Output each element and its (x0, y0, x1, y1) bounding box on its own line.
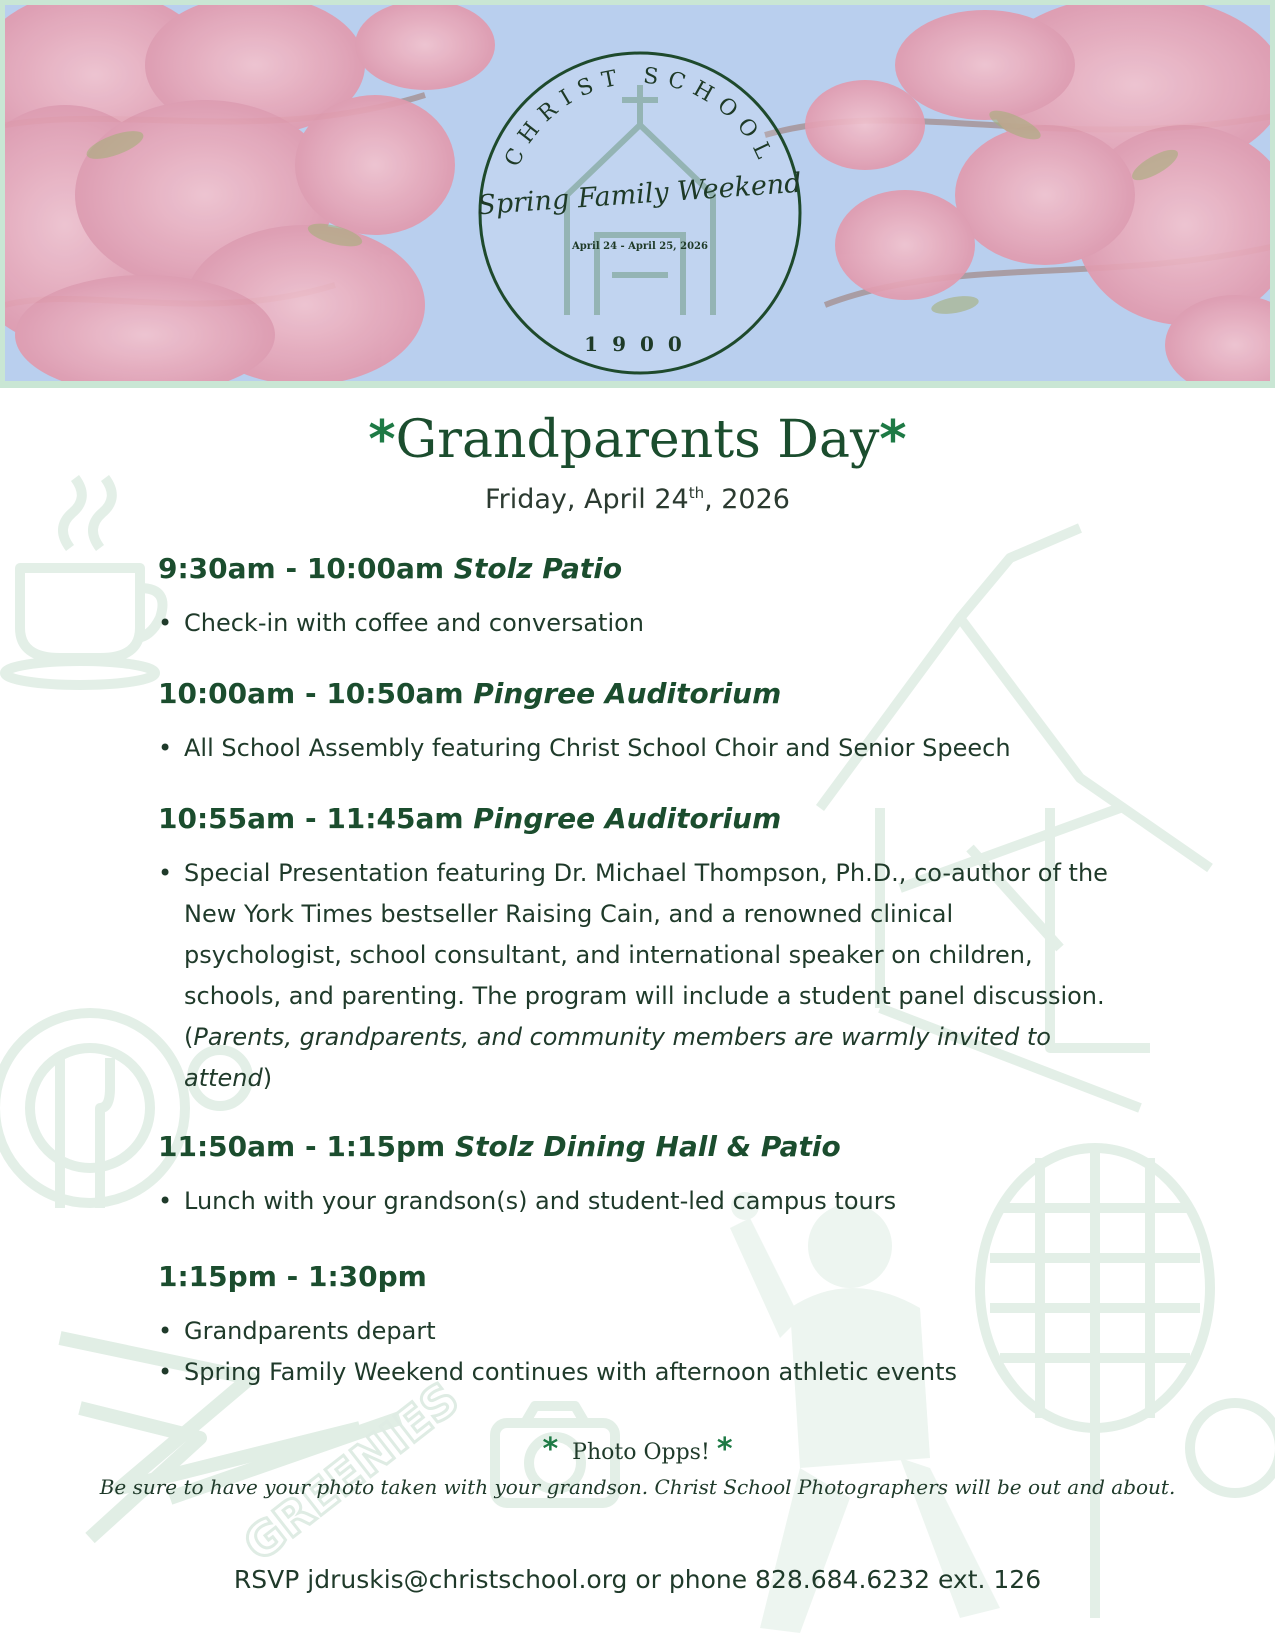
page-title-text: Grandparents Day (395, 410, 880, 470)
schedule-item (158, 677, 1118, 769)
schedule-details (158, 603, 1118, 644)
schedule-time: 9:30am - 10:00am (158, 552, 445, 585)
star-icon: * (716, 1432, 733, 1467)
svg-text:CHRIST SCHOOL: CHRIST SCHOOL (500, 63, 780, 171)
schedule-heading (158, 552, 1118, 585)
event-date: Friday, April 24th, 2026 (485, 484, 790, 515)
star-icon: * (879, 410, 907, 470)
schedule-details (158, 1311, 1118, 1393)
schedule-details (158, 1181, 1118, 1222)
list-item: • All School Assembly featuring Christ School Choir and Senior Speech (184, 728, 1118, 769)
schedule-time: 10:00am - 10:50am (158, 677, 464, 710)
rsvp-contact: RSVP jdruskis@christschool.org or phone 828.684.6232 ext. 126 (233, 1565, 1042, 1594)
schedule-heading (158, 1130, 1118, 1163)
schedule-time: 10:55am - 11:45am (158, 802, 464, 835)
list-item: • Lunch with your grandson(s) and student-led campus tours (184, 1181, 1118, 1222)
schedule-location: Stolz Patio (453, 552, 623, 585)
schedule-item (158, 802, 1118, 1099)
list-item: • Grandparents depart (184, 1311, 1118, 1352)
star-icon: * (542, 1432, 559, 1467)
schedule-heading (158, 677, 1118, 710)
page-title (0, 410, 1275, 470)
schedule-time: 11:50am - 1:15pm (158, 1130, 446, 1163)
schedule-location: Pingree Auditorium (473, 677, 782, 710)
schedule-details (158, 728, 1118, 769)
schedule-item (158, 1260, 1118, 1393)
schedule-time: 1:15pm - 1:30pm (158, 1260, 427, 1293)
list-item: • Special Presentation featuring Dr. Michael Thompson, Ph.D., co-author of the New York Times bestseller Raising Cain, and a renowned clinical psychologist, school consultant, and international speaker on children, schools, and parenting. The program will include a student panel discussion. (Parents, grandparents, and community members are warmly invited to attend) (184, 853, 1118, 1099)
list-item: • Spring Family Weekend continues with afternoon athletic events (184, 1352, 1118, 1393)
schedule-location: Stolz Dining Hall & Patio (454, 1130, 841, 1163)
greenies-watermark-text: GREENIES (233, 1371, 469, 1572)
schedule-location: Pingree Auditorium (473, 802, 782, 835)
star-icon: * (368, 410, 396, 470)
schedule-heading (158, 802, 1118, 835)
svg-text:April 24 - April 25, 2026: April 24 - April 25, 2026 (572, 241, 708, 252)
schedule-details (158, 853, 1118, 1099)
list-item: • Check-in with coffee and conversation (184, 603, 1118, 644)
photo-opps-text: Be sure to have your photo taken with your grandson. Christ School Photographers will be out and about. (99, 1475, 1176, 1499)
svg-text:Spring Family Weekend: Spring Family Weekend (476, 167, 803, 222)
photo-opps-title: * Photo Opps! * (542, 1432, 733, 1467)
svg-text:1900: 1900 (584, 332, 696, 356)
schedule-item (158, 1130, 1118, 1222)
schedule-heading (158, 1260, 1118, 1293)
schedule-item (158, 552, 1118, 644)
